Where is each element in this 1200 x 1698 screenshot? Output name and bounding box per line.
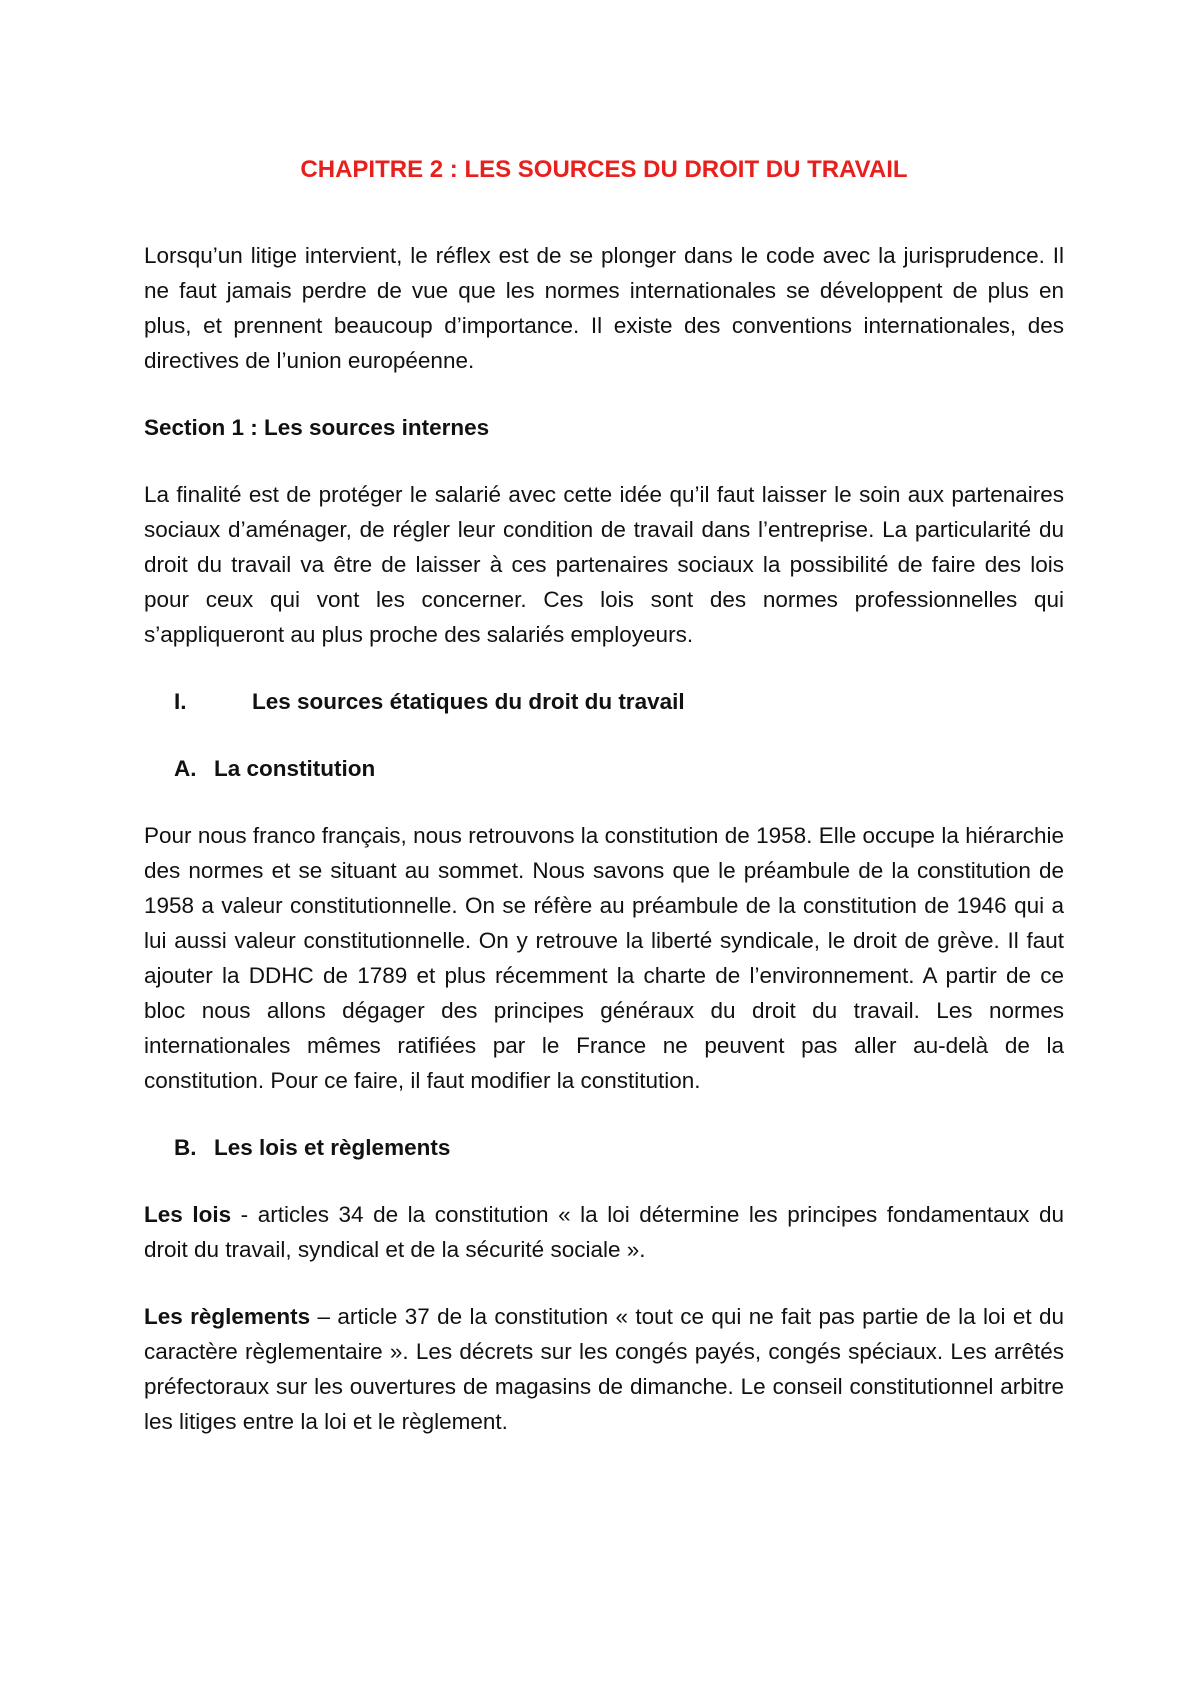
part-a-paragraph: Pour nous franco français, nous retrouvons la constitution de 1958. Elle occupe la hiérarchie des normes et se situant au sommet. Nous savons que le préambule de la constitution de 1958 a valeur constitutionnelle. On se réfère au préambule de la constitution de 1946 qui a lui aussi valeur constitutionnelle. On y retrouve la liberté syndicale, le droit de grève. Il faut ajouter la DDHC de 1789 et plus récemment la charte de l’environnement. A partir de ce bloc nous allons dégager des principes généraux du droit du travail. Les normes internationales mêmes ratifiées par le France ne peuvent pas aller au-delà de la constitution. Pour ce faire, il faut modifier la constitution. — [144, 823, 1064, 1093]
reglements-text: – article 37 de la constitution « tout ce qui ne fait pas partie de la loi et du caractère règlementaire ». Les décrets sur les congés payés, congés spéciaux. Les arrêtés préfectoraux sur les ouvertures de magasins de dimanche. Le conseil constitutionnel arbitre les litiges entre la loi et le règlement. — [144, 1304, 1064, 1434]
part-a-title: La constitution — [214, 756, 376, 781]
part-a-heading — [144, 751, 1064, 786]
lois-label: Les lois — [144, 1202, 232, 1227]
section-1-paragraph: La finalité est de protéger le salarié avec cette idée qu’il faut laisser le soin aux partenaires sociaux d’aménager, de régler leur condition de travail dans l’entreprise. La particularité du droit du travail va être de laisser à ces partenaires sociaux la possibilité de faire des lois pour ceux qui vont les concerner. Ces lois sont des normes professionnelles qui s’appliqueront au plus proche des salariés employeurs. — [144, 482, 1064, 647]
lois-paragraph — [144, 1197, 1064, 1267]
chapter-title: CHAPITRE 2 : LES SOURCES DU DROIT DU TRAVAIL — [300, 156, 908, 183]
section-1-heading: Section 1 : Les sources internes — [144, 415, 490, 440]
intro-paragraph: Lorsqu’un litige intervient, le réflex est de se plonger dans le code avec la jurisprudence. Il ne faut jamais perdre de vue que les normes internationales se développent de plus en plus, et prennent beaucoup d’importance. Il existe des conventions internationales, des directives de l’union européenne. — [144, 243, 1064, 373]
part-1-heading — [144, 684, 1064, 719]
part-1-number: I. — [174, 689, 187, 714]
part-b-number: B. — [174, 1135, 197, 1160]
part-b-heading — [144, 1130, 1064, 1165]
document-content — [144, 150, 1064, 1439]
part-1-title: Les sources étatiques du droit du travail — [252, 689, 685, 714]
part-a-number: A. — [174, 756, 197, 781]
lois-text: - articles 34 de la constitution « la loi détermine les principes fondamentaux du droit du travail, syndical et de la sécurité sociale ». — [144, 1202, 1064, 1262]
reglements-label: Les règlements — [144, 1304, 311, 1329]
reglements-paragraph — [144, 1299, 1064, 1439]
part-b-title: Les lois et règlements — [214, 1135, 451, 1160]
